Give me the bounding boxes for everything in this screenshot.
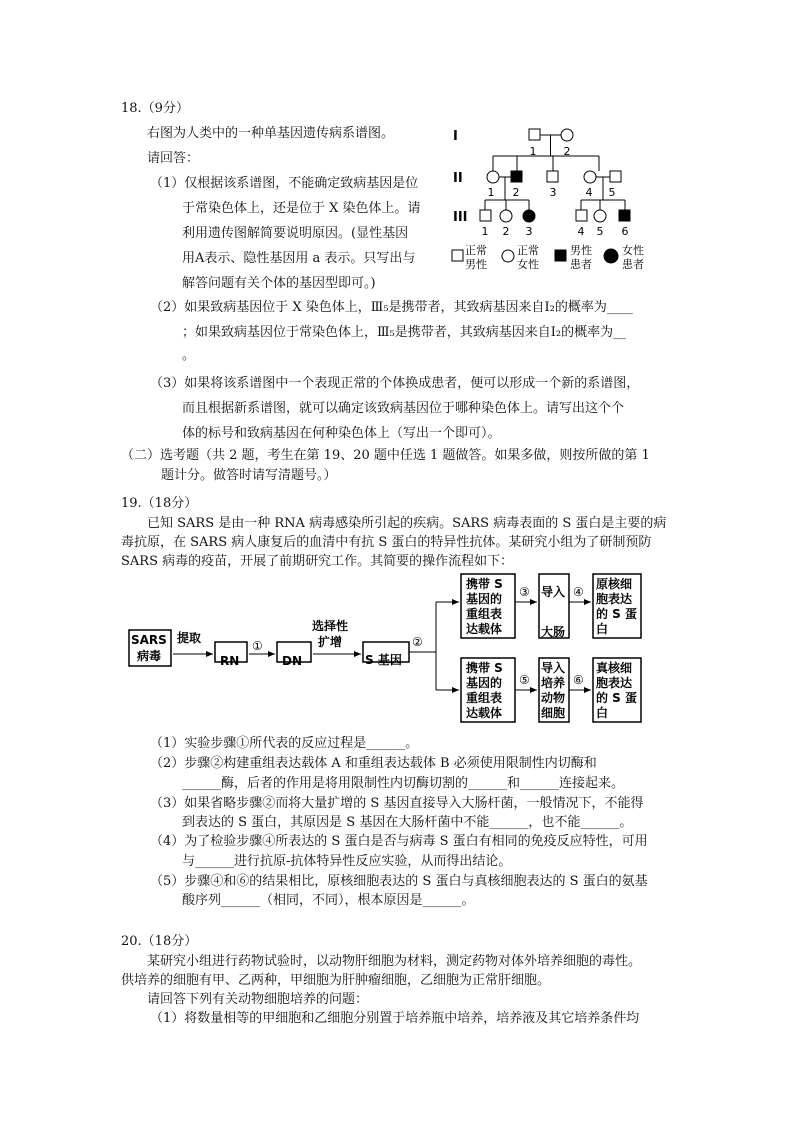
animal-line: 培养 [541, 676, 566, 690]
q19-sub4-line1: （4）为了检验步骤④所表达的 S 蛋白是否与病毒 S 蛋白有相同的免疫反应特性，可用 [150, 834, 648, 849]
legend-affected-female-l2: 患者 [622, 258, 644, 271]
legend-normal-female-l1: 正常 [517, 244, 539, 257]
vec-a-line: 基因的 [466, 592, 503, 606]
pro-line: 白 [596, 622, 609, 636]
legend-normal-male-l1: 正常 [465, 244, 487, 257]
q18-part1-line1: （1）仅根据该系谱图，不能确定致病基因是位 [150, 176, 419, 191]
step3-label: ③ [519, 585, 530, 599]
vec-a-line: 重组表 [466, 607, 503, 621]
gen3-num: 2 [502, 225, 510, 238]
legend-normal-male-l2: 男性 [465, 258, 487, 271]
q19-sub2-line2: ______酶，后者的作用是将用限制性内切酶切割的______和______连接起来。 [182, 776, 625, 791]
q18-part2-line1: （2）如果致病基因位于 X 染色体上，Ⅲ₅是携带者，其致病基因来自Ⅰ₂的概率为____ [150, 300, 633, 315]
q18-prompt: 请回答： [147, 151, 200, 166]
q20-intro-line1: 某研究小组进行药物试验时，以动物肝细胞为材料，测定药物对体外培养细胞的毒性。 [147, 954, 642, 969]
gen2-num: 2 [512, 186, 520, 199]
gen3-num: 5 [596, 225, 604, 238]
animal-line: 导入 [541, 661, 566, 675]
q18-intro: 右图为人类中的一种单基因遗传病系谱图。 [147, 126, 395, 141]
q19-sub4-line2: 与______进行抗原-抗体特异性反应实验，从而得出结论。 [182, 854, 512, 869]
vec-b-line: 重组表 [466, 691, 503, 705]
pedigree-II2-affected-male [511, 171, 522, 182]
pedigree-III2-normal-female [500, 210, 512, 222]
q18-part1-line4: 用A表示、隐性基因用 a 表示。只写出与 [182, 251, 416, 266]
q19-sub1: （1）实验步骤①所代表的反应过程是______。 [150, 736, 419, 751]
gen1-num: 1 [529, 145, 537, 158]
gen-label-I: I [453, 129, 458, 144]
animal-line: 动物 [541, 691, 566, 705]
pedigree-II4-normal-female [584, 171, 596, 183]
pedigree-I1-normal-male [529, 129, 540, 140]
q18-part1-line2: 于常染色体上，还是位于 X 染色体上。请 [182, 201, 421, 216]
step1-label: ① [252, 639, 263, 653]
q19-sub2-line1: （2）步骤②构建重组表达载体 A 和重组表达载体 B 必须使用限制性内切酶和 [150, 756, 597, 771]
euk-line: 的 S 蛋 [596, 691, 637, 705]
pedigree-III5-normal-female [594, 210, 606, 222]
ecoli-line1: 导入 [541, 585, 566, 599]
legend-affected-male-icon [555, 250, 566, 261]
select-label-2: 扩增 [318, 635, 343, 649]
vec-a-line: 达载体 [466, 622, 503, 636]
q20-intro-line2: 供培养的细胞有甲、乙两种，甲细胞为肝肿瘤细胞，乙细胞为正常肝细胞。 [121, 973, 551, 988]
pedigree-II1-normal-female [487, 171, 499, 183]
q19-sub3-line2: 到表达的 S 蛋白，其原因是 S 基因在大肠杆菌中不能______，也不能______。 [182, 815, 633, 830]
gen3-num: 6 [621, 225, 629, 238]
legend-normal-female-icon [502, 250, 514, 262]
gen-label-II: II [453, 171, 463, 186]
pedigree-III1-normal-male [480, 210, 491, 221]
pro-line: 胞表达 [596, 592, 633, 606]
q19-intro-line1: 已知 SARS 是由一种 RNA 病毒感染所引起的疾病。SARS 病毒表面的 S 蛋白是主要的病 [147, 516, 667, 531]
sars-flowchart [125, 568, 655, 728]
euk-line: 真核细 [596, 661, 633, 675]
ecoli-line2: 大肠 [541, 625, 566, 639]
extract-label: 提取 [177, 631, 202, 645]
elective-line1: （二）选考题（共 2 题，考生在第 19、20 题中任选 1 题做答。如果多做，则按所做的第 1 [121, 448, 650, 463]
q18-part2-line3: 。 [182, 348, 196, 363]
vec-b-line: 达载体 [466, 706, 503, 720]
q18-part3-line2: 而且根据新系谱图，就可以确定该致病基因位于哪种染色体上。请写出这个个 [182, 401, 625, 416]
select-label-1: 选择性 [312, 619, 349, 633]
gen3-num: 4 [577, 225, 585, 238]
q18-part1-line3: 利用遗传图解简要说明原因。(显性基因 [182, 226, 409, 241]
q19-header: 19.（18分） [121, 496, 198, 511]
step5-label: ⑤ [519, 673, 530, 687]
gen-label-III: III [453, 210, 468, 225]
gen1-num: 2 [563, 145, 571, 158]
sars-label-2: 病毒 [137, 649, 162, 663]
euk-line: 胞表达 [596, 676, 633, 690]
pedigree-I2-normal-female [561, 129, 573, 141]
legend-affected-male-l2: 患者 [570, 258, 592, 271]
sars-label-1: SARS [131, 633, 167, 647]
gen2-num: 4 [585, 186, 593, 199]
vec-b-line: 携带 S [466, 661, 503, 675]
gen2-num: 3 [549, 186, 557, 199]
q18-part1-line5: 解答问题有关个体的基因型即可。) [182, 276, 376, 291]
vec-a-line: 携带 S [466, 577, 503, 591]
q19-intro-line2: 毒抗原，在 SARS 病人康复后的血清中有抗 S 蛋白的特异性抗体。某研究小组为了研制预防 [121, 535, 652, 550]
vec-b-line: 基因的 [466, 676, 503, 690]
legend-affected-male-l1: 男性 [570, 244, 592, 257]
q18-part2-line2: ；如果致病基因位于常染色体上，Ⅲ₅是携带者，其致病基因来自Ⅰ₂的概率为__ [182, 325, 627, 340]
animal-line: 细胞 [541, 706, 566, 720]
gen3-num: 1 [481, 225, 489, 238]
legend-normal-female-l2: 女性 [517, 258, 539, 271]
step4-label: ④ [573, 585, 584, 599]
q20-header: 20.（18分） [121, 934, 198, 949]
pedigree-III4-normal-male [576, 210, 587, 221]
legend-affected-female-l1: 女性 [622, 244, 644, 257]
q20-sub1-line1: （1）将数量相等的甲细胞和乙细胞分别置于培养瓶中培养，培养液及其它培养条件均 [150, 1011, 640, 1026]
legend-normal-male-icon [452, 250, 463, 261]
q18-header: 18.（9分） [121, 101, 189, 116]
q18-part3-line1: （3）如果将该系谱图中一个表现正常的个体换成患者，便可以形成一个新的系谱图， [150, 376, 640, 391]
pedigree-III6-affected-male [619, 210, 630, 221]
pedigree-II5-normal-male [610, 171, 621, 182]
gen2-num: 5 [608, 186, 616, 199]
q18-part3-line3: 体的标号和致病基因在何种染色体上（写出一个即可）。 [182, 426, 501, 441]
q20-prompt: 请回答下列有关动物细胞培养的问题： [147, 992, 369, 1007]
step6-label: ⑥ [573, 673, 584, 687]
legend-affected-female-icon [604, 249, 618, 263]
q19-sub5-line1: （5）步骤④和⑥的结果相比，原核细胞表达的 S 蛋白与真核细胞表达的 S 蛋白的氨基 [150, 874, 648, 889]
euk-line: 白 [596, 706, 609, 720]
q19-sub5-line2: 酸序列______（相同，不同），根本原因是______。 [182, 893, 475, 908]
q19-intro-line3: SARS 病毒的疫苗，开展了前期研究工作。其简要的操作流程如下： [121, 554, 514, 569]
pedigree-II3-normal-male [547, 171, 558, 182]
elective-line2: 题计分。做答时请写清题号。） [161, 468, 337, 483]
rna-label: RN [220, 654, 240, 668]
step2-label: ② [412, 635, 423, 649]
q19-sub3-line1: （3）如果省略步骤②而将大量扩增的 S 基因直接导入大肠杆菌，一般情况下，不能得 [150, 796, 644, 811]
pro-line: 的 S 蛋 [596, 607, 637, 621]
gen2-num: 1 [487, 186, 495, 199]
pedigree-III3-affected-female [523, 210, 535, 222]
pro-line: 原核细 [596, 577, 633, 591]
gen3-num: 3 [525, 225, 533, 238]
pedigree-chart [445, 120, 675, 280]
s-gene-label: S 基因 [365, 653, 402, 667]
dna-label: DN [282, 654, 303, 668]
